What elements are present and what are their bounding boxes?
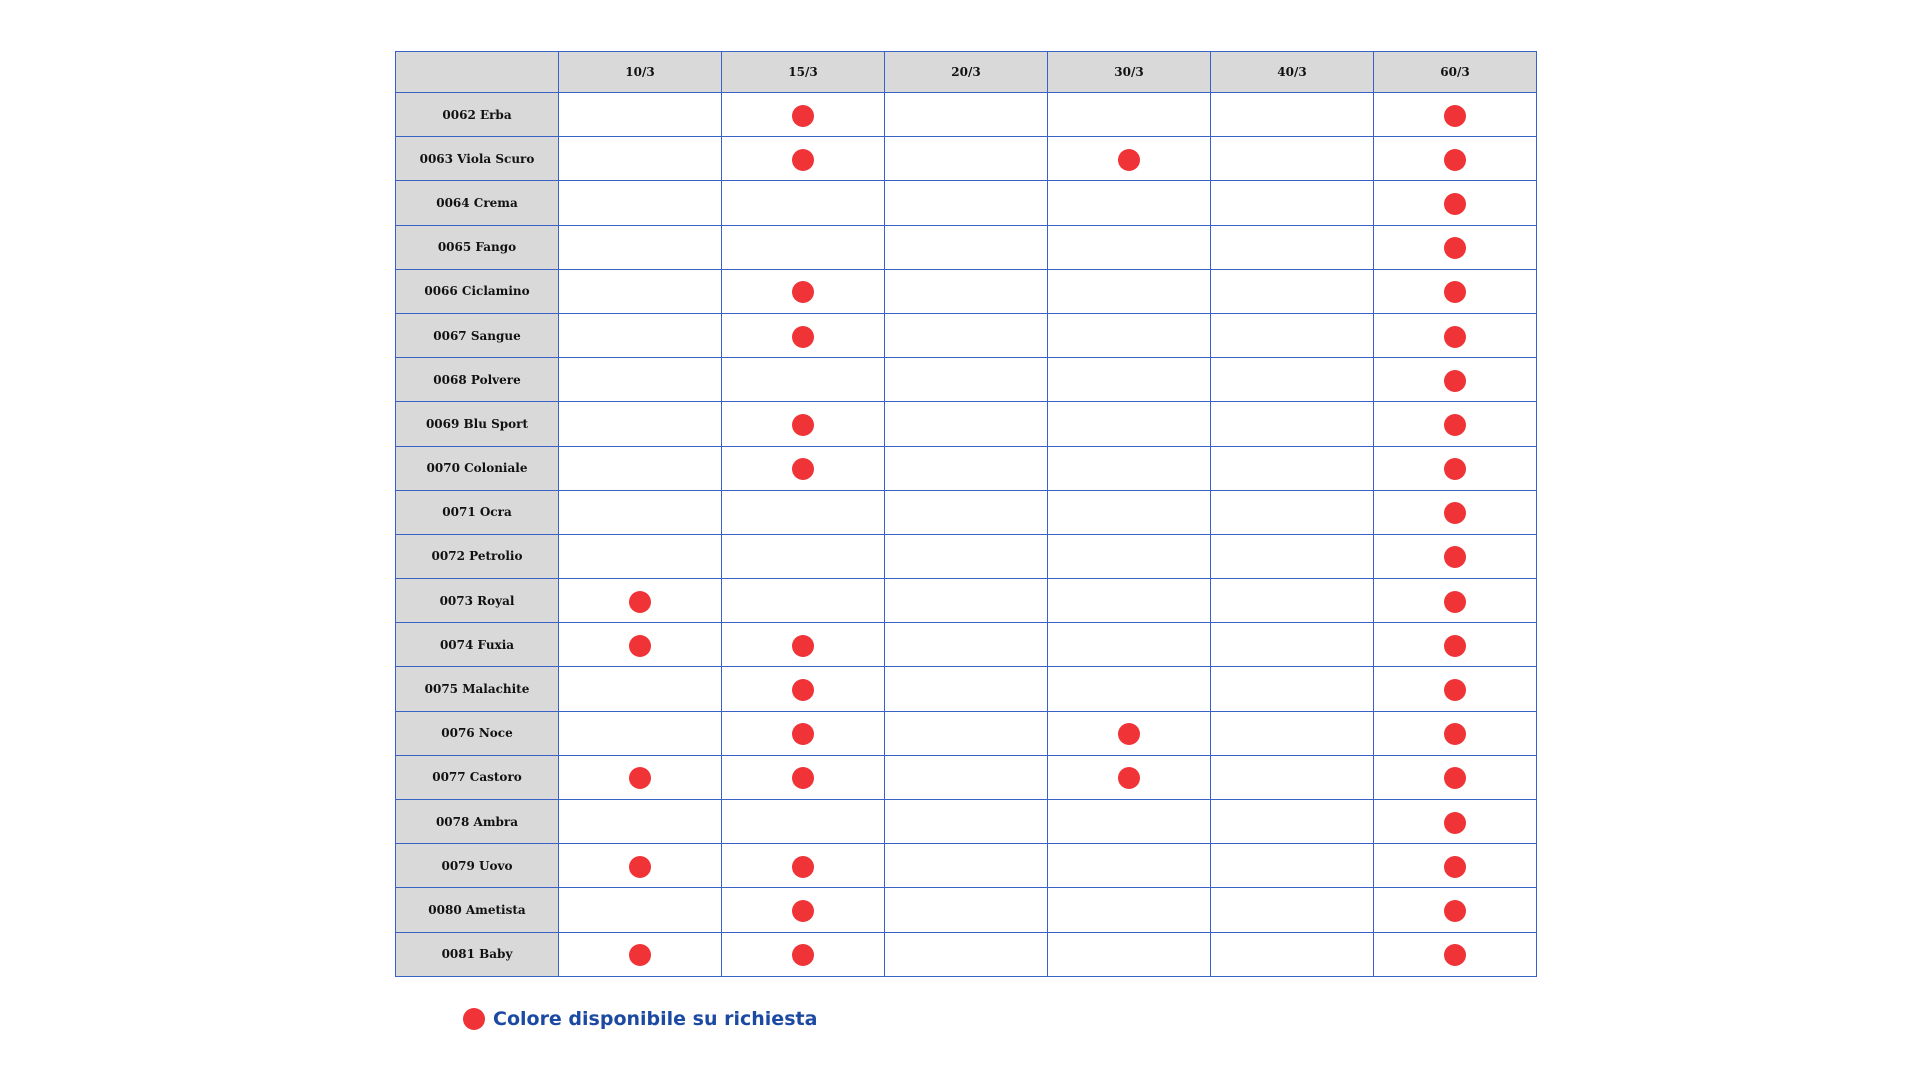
red-dot-icon <box>792 458 814 480</box>
availability-cell <box>559 313 722 357</box>
availability-cell <box>1211 225 1374 269</box>
availability-cell <box>1211 667 1374 711</box>
row-label: 0067 Sangue <box>396 313 559 357</box>
row-label: 0066 Ciclamino <box>396 269 559 313</box>
column-header: 15/3 <box>722 52 885 93</box>
red-dot-icon <box>1444 458 1466 480</box>
table-row <box>396 137 1537 181</box>
corner-cell <box>396 52 559 93</box>
red-dot-icon <box>1444 414 1466 436</box>
availability-cell <box>722 667 885 711</box>
row-label: 0062 Erba <box>396 93 559 137</box>
availability-cell <box>1048 711 1211 755</box>
row-label: 0070 Coloniale <box>396 446 559 490</box>
legend-text: Colore disponibile su richiesta <box>493 1008 818 1030</box>
red-dot-icon <box>1444 635 1466 657</box>
red-dot-icon <box>1444 856 1466 878</box>
red-dot-icon <box>1444 723 1466 745</box>
red-dot-icon <box>792 105 814 127</box>
column-header: 30/3 <box>1048 52 1211 93</box>
availability-cell <box>1374 844 1537 888</box>
availability-cell <box>1048 534 1211 578</box>
availability-cell <box>1211 313 1374 357</box>
row-label: 0081 Baby <box>396 932 559 976</box>
row-label: 0076 Noce <box>396 711 559 755</box>
row-label: 0072 Petrolio <box>396 534 559 578</box>
availability-cell <box>559 579 722 623</box>
table-row <box>396 844 1537 888</box>
availability-cell <box>1374 358 1537 402</box>
red-dot-icon <box>792 679 814 701</box>
column-header: 10/3 <box>559 52 722 93</box>
availability-cell <box>1048 667 1211 711</box>
availability-table <box>395 51 1537 977</box>
availability-cell <box>1048 490 1211 534</box>
availability-cell <box>559 534 722 578</box>
availability-cell <box>559 490 722 534</box>
red-dot-icon <box>1118 723 1140 745</box>
availability-cell <box>559 800 722 844</box>
availability-cell <box>1374 269 1537 313</box>
red-dot-icon <box>1444 546 1466 568</box>
red-dot-icon <box>629 944 651 966</box>
availability-cell <box>1048 579 1211 623</box>
red-dot-icon <box>1444 679 1466 701</box>
availability-cell <box>559 358 722 402</box>
table-row <box>396 755 1537 799</box>
availability-cell <box>1211 800 1374 844</box>
availability-cell <box>1374 490 1537 534</box>
header-row <box>396 52 1537 93</box>
availability-cell <box>1211 181 1374 225</box>
legend <box>463 1008 817 1030</box>
availability-cell <box>885 446 1048 490</box>
row-label: 0078 Ambra <box>396 800 559 844</box>
row-label: 0069 Blu Sport <box>396 402 559 446</box>
table-row <box>396 358 1537 402</box>
availability-cell <box>1211 137 1374 181</box>
table-row <box>396 402 1537 446</box>
availability-cell <box>885 623 1048 667</box>
availability-cell <box>1211 711 1374 755</box>
availability-cell <box>885 755 1048 799</box>
table-row <box>396 579 1537 623</box>
availability-cell <box>885 490 1048 534</box>
row-label: 0064 Crema <box>396 181 559 225</box>
availability-cell <box>885 137 1048 181</box>
availability-cell <box>1211 755 1374 799</box>
availability-cell <box>1048 755 1211 799</box>
availability-cell <box>722 358 885 402</box>
row-label: 0075 Malachite <box>396 667 559 711</box>
availability-cell <box>885 358 1048 402</box>
availability-cell <box>885 800 1048 844</box>
table-row <box>396 667 1537 711</box>
red-dot-icon <box>629 591 651 613</box>
availability-cell <box>885 313 1048 357</box>
availability-cell <box>559 623 722 667</box>
availability-cell <box>722 800 885 844</box>
red-dot-icon <box>1444 370 1466 392</box>
red-dot-icon <box>1444 812 1466 834</box>
table-row <box>396 93 1537 137</box>
table-row <box>396 269 1537 313</box>
table-row <box>396 800 1537 844</box>
availability-cell <box>559 667 722 711</box>
column-header: 40/3 <box>1211 52 1374 93</box>
availability-cell <box>885 932 1048 976</box>
red-dot-icon <box>1444 900 1466 922</box>
table-row <box>396 225 1537 269</box>
availability-cell <box>1374 667 1537 711</box>
availability-cell <box>559 181 722 225</box>
availability-cell <box>1048 402 1211 446</box>
table-row <box>396 446 1537 490</box>
availability-cell <box>1374 402 1537 446</box>
availability-cell <box>1211 534 1374 578</box>
table-row <box>396 181 1537 225</box>
red-dot-icon <box>792 635 814 657</box>
availability-cell <box>722 225 885 269</box>
availability-cell <box>1374 579 1537 623</box>
row-label: 0077 Castoro <box>396 755 559 799</box>
availability-cell <box>722 446 885 490</box>
red-dot-icon <box>792 767 814 789</box>
red-dot-icon <box>629 856 651 878</box>
red-dot-icon <box>792 723 814 745</box>
red-dot-icon <box>792 326 814 348</box>
availability-cell <box>722 490 885 534</box>
availability-cell <box>722 755 885 799</box>
red-dot-icon <box>1444 767 1466 789</box>
red-dot-icon <box>1444 281 1466 303</box>
availability-cell <box>559 225 722 269</box>
availability-cell <box>722 181 885 225</box>
red-dot-icon <box>629 767 651 789</box>
red-dot-icon <box>629 635 651 657</box>
availability-cell <box>1374 623 1537 667</box>
availability-cell <box>885 667 1048 711</box>
red-dot-icon <box>792 414 814 436</box>
availability-cell <box>1048 93 1211 137</box>
red-dot-icon <box>1444 193 1466 215</box>
availability-cell <box>722 93 885 137</box>
availability-cell <box>1211 844 1374 888</box>
red-dot-icon <box>1444 105 1466 127</box>
row-label: 0073 Royal <box>396 579 559 623</box>
red-dot-icon <box>792 856 814 878</box>
availability-cell <box>722 623 885 667</box>
availability-cell <box>1211 888 1374 932</box>
availability-cell <box>1048 313 1211 357</box>
availability-cell <box>1211 623 1374 667</box>
availability-cell <box>559 711 722 755</box>
availability-cell <box>1374 888 1537 932</box>
table-row <box>396 888 1537 932</box>
row-label: 0063 Viola Scuro <box>396 137 559 181</box>
table-row <box>396 313 1537 357</box>
availability-cell <box>885 534 1048 578</box>
red-dot-icon <box>1444 237 1466 259</box>
availability-cell <box>722 579 885 623</box>
availability-cell <box>559 93 722 137</box>
availability-cell <box>1211 579 1374 623</box>
availability-cell <box>559 932 722 976</box>
availability-cell <box>1048 137 1211 181</box>
availability-cell <box>559 402 722 446</box>
availability-cell <box>1048 446 1211 490</box>
availability-cell <box>1048 225 1211 269</box>
red-dot-icon <box>1444 944 1466 966</box>
row-label: 0079 Uovo <box>396 844 559 888</box>
availability-cell <box>722 402 885 446</box>
availability-cell <box>885 225 1048 269</box>
availability-cell <box>722 844 885 888</box>
availability-cell <box>1211 402 1374 446</box>
availability-cell <box>1048 844 1211 888</box>
availability-cell <box>1374 313 1537 357</box>
availability-cell <box>1048 888 1211 932</box>
availability-cell <box>1374 534 1537 578</box>
column-header: 20/3 <box>885 52 1048 93</box>
red-dot-icon <box>1118 149 1140 171</box>
red-dot-icon <box>792 149 814 171</box>
availability-cell <box>1048 932 1211 976</box>
availability-cell <box>1374 225 1537 269</box>
red-dot-icon <box>1444 149 1466 171</box>
availability-cell <box>885 93 1048 137</box>
availability-cell <box>1211 932 1374 976</box>
table-row <box>396 711 1537 755</box>
availability-cell <box>885 181 1048 225</box>
availability-cell <box>1211 93 1374 137</box>
row-label: 0071 Ocra <box>396 490 559 534</box>
availability-cell <box>559 755 722 799</box>
availability-cell <box>1374 932 1537 976</box>
availability-cell <box>885 269 1048 313</box>
red-dot-icon <box>1444 326 1466 348</box>
availability-cell <box>559 446 722 490</box>
red-dot-icon <box>1444 502 1466 524</box>
availability-cell <box>722 888 885 932</box>
row-label: 0074 Fuxia <box>396 623 559 667</box>
availability-cell <box>1211 490 1374 534</box>
availability-cell <box>1374 181 1537 225</box>
availability-cell <box>1374 137 1537 181</box>
availability-cell <box>722 534 885 578</box>
availability-cell <box>885 711 1048 755</box>
row-label: 0068 Polvere <box>396 358 559 402</box>
row-label: 0065 Fango <box>396 225 559 269</box>
availability-cell <box>559 844 722 888</box>
availability-cell <box>1374 755 1537 799</box>
table-row <box>396 623 1537 667</box>
availability-cell <box>1374 446 1537 490</box>
red-dot-icon <box>1118 767 1140 789</box>
availability-cell <box>1211 446 1374 490</box>
availability-cell <box>1374 800 1537 844</box>
availability-cell <box>1048 269 1211 313</box>
availability-cell <box>885 402 1048 446</box>
availability-cell <box>722 269 885 313</box>
availability-cell <box>1048 623 1211 667</box>
red-dot-icon <box>1444 591 1466 613</box>
red-dot-icon <box>792 944 814 966</box>
table-row <box>396 534 1537 578</box>
row-label: 0080 Ametista <box>396 888 559 932</box>
availability-cell <box>1211 358 1374 402</box>
availability-cell <box>885 844 1048 888</box>
availability-cell <box>1048 181 1211 225</box>
availability-cell <box>722 932 885 976</box>
availability-cell <box>885 888 1048 932</box>
availability-cell <box>722 313 885 357</box>
availability-cell <box>722 711 885 755</box>
availability-cell <box>559 269 722 313</box>
availability-cell <box>1211 269 1374 313</box>
availability-cell <box>559 888 722 932</box>
availability-cell <box>1048 800 1211 844</box>
availability-cell <box>559 137 722 181</box>
availability-cell <box>1048 358 1211 402</box>
availability-cell <box>722 137 885 181</box>
availability-cell <box>1374 93 1537 137</box>
table-row <box>396 932 1537 976</box>
red-dot-icon <box>792 281 814 303</box>
red-dot-icon <box>792 900 814 922</box>
availability-cell <box>1374 711 1537 755</box>
red-dot-icon <box>463 1008 485 1030</box>
availability-cell <box>885 579 1048 623</box>
table-row <box>396 490 1537 534</box>
column-header: 60/3 <box>1374 52 1537 93</box>
